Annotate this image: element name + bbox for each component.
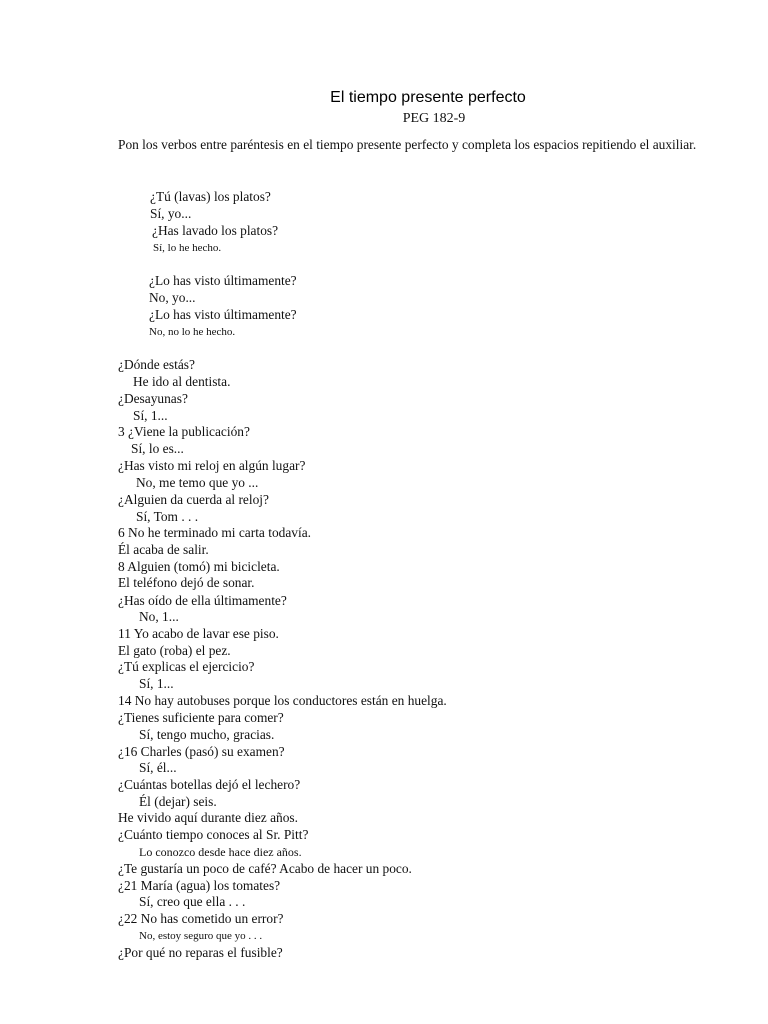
exercise-line: Sí, creo que ella . . .	[139, 894, 246, 909]
exercise-line: ¿Has visto mi reloj en algún lugar?	[118, 458, 306, 473]
example-line: No, yo...	[149, 290, 196, 305]
exercise-line: Sí, lo es...	[131, 441, 184, 456]
exercise-line: ¿Alguien da cuerda al reloj?	[118, 492, 269, 507]
example-answer: Sí, lo he hecho.	[153, 242, 222, 254]
example-answer: No, no lo he hecho.	[149, 326, 236, 338]
example-line: ¿Lo has visto últimamente?	[149, 273, 297, 288]
instructions-paragraph: Pon los verbos entre paréntesis en el tiempo presente perfecto y completa los espacios repitiendo el auxiliar.	[118, 137, 697, 152]
page-subtitle: PEG 182-9	[402, 111, 466, 126]
exercise-line: ¿Desayunas?	[118, 391, 188, 406]
exercise-line: ¿22 No has cometido un error?	[118, 911, 284, 926]
exercise-line: 6 No he terminado mi carta todavía.	[118, 525, 311, 540]
exercise-line: ¿Has oído de ella últimamente?	[118, 593, 287, 608]
example-line: ¿Tú (lavas) los platos?	[150, 189, 271, 204]
exercise-line: Sí, Tom . . .	[136, 509, 199, 524]
example-line: ¿Lo has visto últimamente?	[149, 307, 297, 322]
exercise-line: Sí, tengo mucho, gracias.	[139, 727, 275, 742]
exercise-line: ¿Cuánto tiempo conoces al Sr. Pitt?	[118, 827, 309, 842]
exercise-line: Él (dejar) seis.	[139, 794, 217, 809]
exercise-line: ¿Tienes suficiente para comer?	[118, 710, 284, 725]
exercise-line: No, estoy seguro que yo . . .	[139, 930, 263, 942]
exercise-line: He vivido aquí durante diez años.	[118, 810, 298, 825]
exercise-line: ¿21 María (agua) los tomates?	[118, 878, 281, 893]
exercise-line: 11 Yo acabo de lavar ese piso.	[118, 626, 279, 641]
exercise-line: He ido al dentista.	[133, 374, 231, 389]
exercise-line: 8 Alguien (tomó) mi bicicleta.	[118, 559, 280, 574]
exercise-line: ¿Cuántas botellas dejó el lechero?	[118, 777, 301, 792]
exercise-line: Lo conozco desde hace diez años.	[139, 845, 302, 859]
exercise-line: Sí, él...	[139, 760, 177, 775]
exercise-line: ¿Te gustaría un poco de café? Acabo de hacer un poco.	[118, 861, 412, 876]
exercise-line: 3 ¿Viene la publicación?	[118, 424, 250, 439]
exercise-line: El teléfono dejó de sonar.	[118, 575, 255, 590]
example-line: ¿Has lavado los platos?	[152, 223, 279, 238]
exercise-line: ¿16 Charles (pasó) su examen?	[118, 744, 285, 759]
exercise-line: No, me temo que yo ...	[136, 475, 259, 490]
exercise-line: 14 No hay autobuses porque los conductores están en huelga.	[118, 693, 447, 708]
exercise-line: El gato (roba) el pez.	[118, 643, 231, 658]
exercise-line: Sí, 1...	[133, 408, 168, 423]
exercise-line: No, 1...	[139, 609, 179, 624]
example-line: Sí, yo...	[150, 206, 192, 221]
exercise-line: ¿Por qué no reparas el fusible?	[118, 945, 283, 960]
exercise-line: Él acaba de salir.	[118, 542, 209, 557]
exercise-line: Sí, 1...	[139, 676, 174, 691]
exercise-line: ¿Dónde estás?	[118, 357, 195, 372]
page-title: El tiempo presente perfecto	[330, 89, 526, 106]
exercise-line: ¿Tú explicas el ejercicio?	[118, 659, 255, 674]
